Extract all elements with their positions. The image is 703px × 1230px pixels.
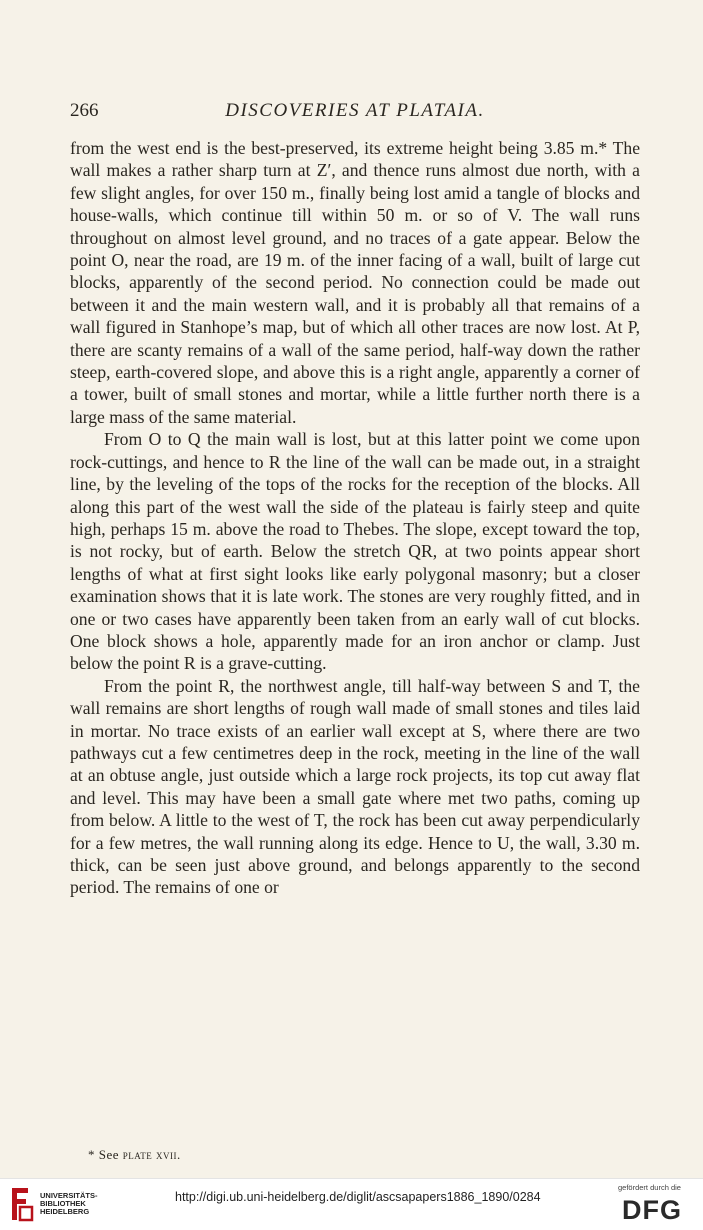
paragraph-3: From the point R, the northwest angle, till half-way between S and T, the wall remains are short lengths of rough wall made of small stones and tiles laid in mortar. No trace exists of an earlier wall except at S, where there are two pathways cut a few centimetres deep in the rock, meeting in the line of the wall at an obtuse angle, just outside which a large rock projects, its top cut away flat and level. This may have been a small gate where met two paths, coming up from below. A little to the west of T, the rock has been cut away perpendicularly for a few metres, the wall running along its edge. Hence to U, the wall, 3.30 m. thick, can be seen just above ground, and belongs apparently to the second period. The remains of one or bbox=[70, 675, 640, 898]
running-title: DISCOVERIES AT PLATAIA. bbox=[225, 100, 485, 121]
permalink-url[interactable]: http://digi.ub.uni-heidelberg.de/diglit/ascsapapers1886_1890/0284 bbox=[175, 1190, 541, 1204]
footnote bbox=[88, 1147, 181, 1163]
body-text bbox=[70, 137, 640, 899]
footnote-plate-ref: plate xvii. bbox=[122, 1147, 181, 1162]
library-name: UNIVERSITÄTS- BIBLIOTHEK HEIDELBERG bbox=[40, 1191, 98, 1216]
funded-by-text: gefördert durch die bbox=[618, 1183, 681, 1192]
paragraph-1: from the west end is the best-preserved, its extreme height being 3.85 m.* The wall makes a rather sharp turn at Z′, and thence runs almost due north, with a few slight angles, for over 150 m., finally being lost amid a tangle of blocks and house-walls, which continue till within 50 m. or so of V. The wall runs throughout on almost level ground, and no traces of a gate appear. Below the point O, near the road, are 19 m. of the inner facing of a wall, built of large cut blocks, apparently of the second period. No connection could be made out between it and the main western wall, and it is probably all that remains of a wall figured in Stanhope’s map, but of which all other traces are now lost. At P, there are scanty remains of a wall of the same period, half-way down the rather steep, earth-covered slope, and above this is a right angle, apparently a corner of a tower, built of small stones and mortar, while a little further north there is a large mass of the same material. bbox=[70, 138, 640, 427]
footer-bar bbox=[0, 1178, 703, 1230]
paragraph-2: From O to Q the main wall is lost, but at this latter point we come upon rock-cuttings, and hence to R the line of the wall can be made out, in a straight line, by the leveling of the tops of the rocks for the reception of the blocks. All along this part of the west wall the side of the plateau is fairly steep and quite high, perhaps 15 m. above the road to Thebes. The slope, except toward the top, is not rocky, but of earth. Below the stretch QR, at two points appear short lengths of what at first sight looks like early polygonal masonry; but a closer examination shows that it is late work. The stones are very roughly fitted, and in one or two cases have apparently been taken from an early wall of cut blocks. One block shows a hole, apparently made for an iron anchor or clamp. Just below the point R is a grave-cutting. bbox=[70, 429, 640, 674]
page-number: 266 bbox=[70, 100, 99, 121]
dfg-logo: DFG bbox=[622, 1195, 682, 1225]
footnote-marker: * See bbox=[88, 1147, 120, 1162]
university-seal-icon bbox=[8, 1185, 36, 1223]
page-header bbox=[70, 100, 640, 126]
